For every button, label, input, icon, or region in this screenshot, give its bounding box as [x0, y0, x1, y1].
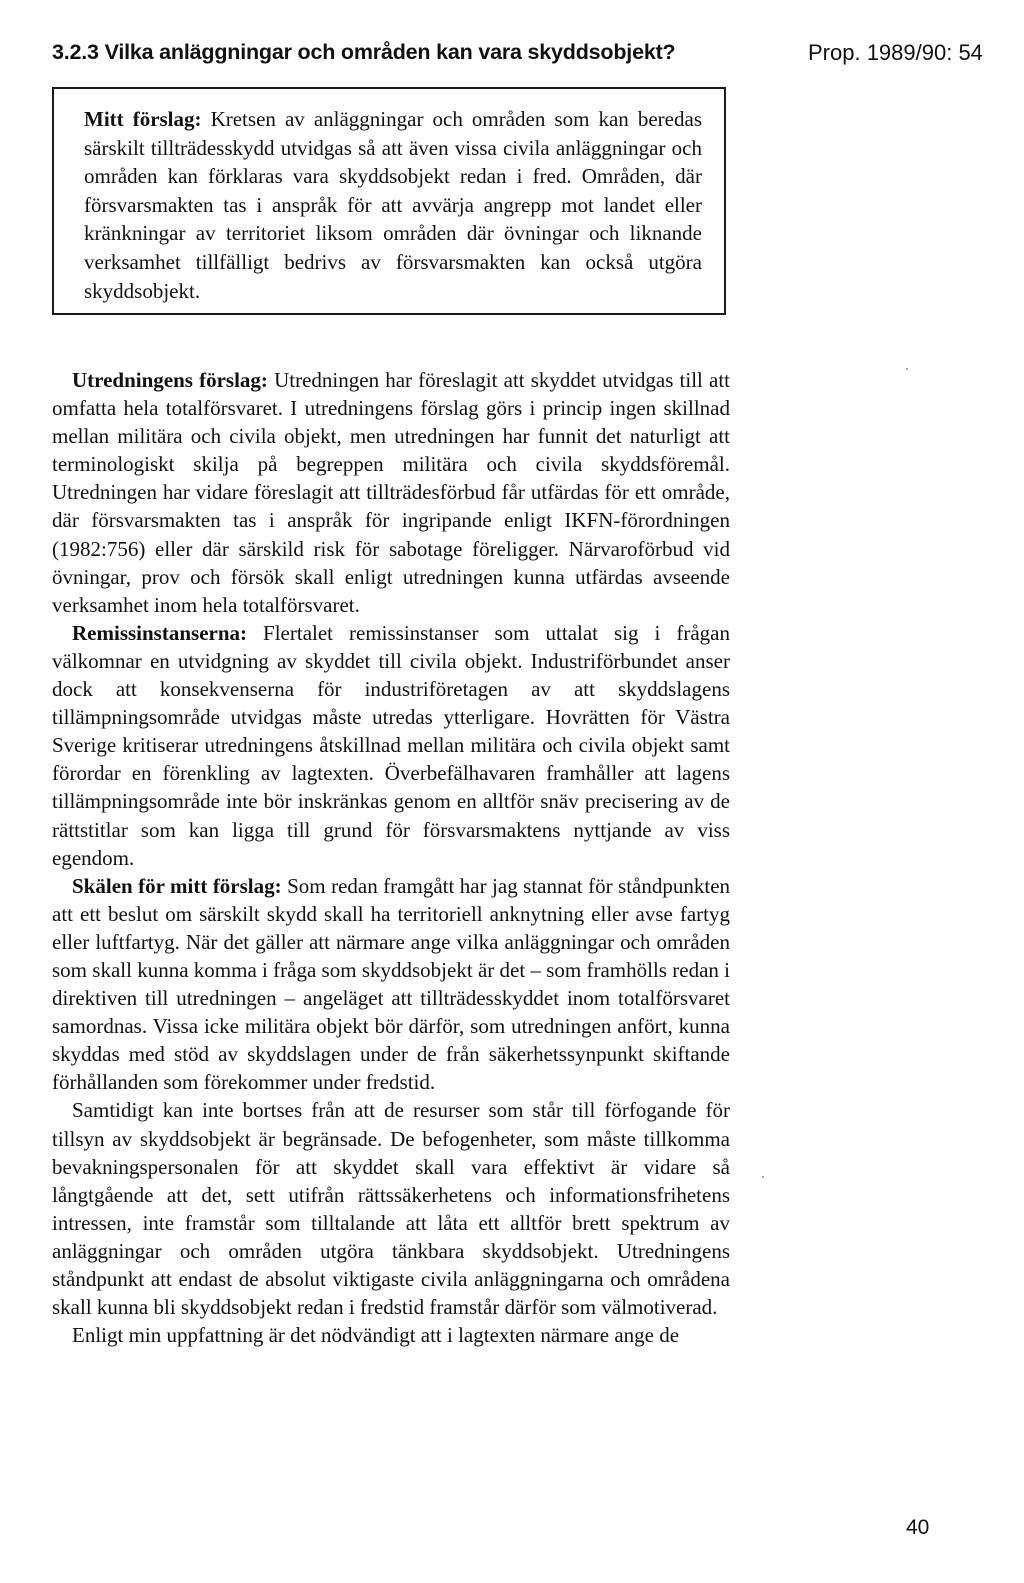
paragraph-opinion: Enligt min uppfattning är det nödvändigt att i lagtexten närmare ange de — [72, 1323, 680, 1348]
document-reference: Prop. 1989/90: 54 — [808, 40, 983, 65]
main-body — [52, 366, 730, 1349]
proposal-box — [52, 87, 726, 315]
page-number: 40 — [906, 1516, 930, 1539]
proposal-label: Mitt förslag: — [84, 107, 202, 131]
scan-speck — [906, 368, 908, 370]
paragraph-inquiry-proposal — [52, 366, 730, 619]
section-heading: 3.2.3 Vilka anläggningar och områden kan vara skyddsobjekt? — [52, 40, 676, 64]
paragraph-resources: Samtidigt kan inte bortses från att de resurser som står till förfogande för tillsyn av skyddsobjekt är begränsade. De befogenheter, som måste tillkomma bevakningspersonalen för att skyddet skall vara effektivt är vidare så långtgående att det, sett utifrån rättssäkerhetens och informationsfrihetens intressen, inte framstår som tilltalande att låta ett alltför brett spektrum av anläggningar och områden utgöra tänkbara skyddsobjekt. Utredningens ståndpunkt att endast de absolut viktigaste civila anläggningarna och områdena skall kunna bli skyddsobjekt redan i fredstid framstår därför som välmotiverad. — [52, 1098, 730, 1320]
inquiry-proposal-label: Utredningens förslag: — [72, 368, 268, 392]
proposal-body: Kretsen av anläggningar och områden som kan beredas särskilt tillträdesskydd utvidgas så att även vissa civila anläggningar och områden kan förklaras vara skyddsobjekt redan i fred. Områden, där försvarsmakten tas i anspråk för att avvärja angrepp mot landet eller kränkningar av territoriet liksom områden där övningar och liknande verksamhet tillfälligt bedrivs av försvarsmakten kan också utgöra skyddsobjekt. — [84, 107, 702, 303]
reasons-text: Som redan framgått har jag stannat för ståndpunkten att ett beslut om särskilt skydd skall ha territoriell anknytning eller avse fartyg eller luftfartyg. När det gäller att närmare ange vilka anläggningar och områden som skall kunna komma i fråga som skyddsobjekt är det – som framhölls redan i direktiven till utredningen – angeläget att tillträdesskyddet inom totalförsvaret samordnas. Vissa icke militära objekt bör därför, som utredningen anfört, kunna skyddas med stöd av skyddslagen under de från säkerhetssynpunkt skiftande förhållanden som förekommer under fredstid. — [52, 873, 731, 1095]
scan-speck — [762, 1176, 764, 1178]
paragraph-consultation-bodies — [52, 619, 730, 872]
proposal-text — [84, 105, 702, 305]
reasons-label: Skälen för mitt förslag: — [72, 873, 282, 898]
consultation-bodies-label: Remissinstanserna: — [72, 620, 248, 645]
consultation-bodies-text: Flertalet remissinstanser som uttalat sig i frågan välkomnar en utvidgning av skyddet till civila objekt. Industriförbundet anser dock att konsekvenserna för industriföretagen av att skyddslagens tillämpningsområde utvidgas måste utredas ytterligare. Hovrätten för Västra Sverige kritiserar utredningens åtskillnad mellan militära och civila objekt samt förordar en förenkling av lagtexten. Överbefälhavaren framhåller att lagens tillämpningsområde inte bör inskränkas genom en alltför snäv precisering av de rättstitlar som kan ligga till grund för försvarsmaktens nyttjande av viss egendom. — [52, 620, 731, 870]
inquiry-proposal-text: Utredningen har föreslagit att skyddet utvidgas till att omfatta hela totalförsvaret. I utredningens förslag görs i princip ingen skillnad mellan militära och civila objekt, men utredningen har funnit det naturligt att terminologiskt skilja på begreppen militära och civila skyddsföremål. Utredningen har vidare föreslagit att tillträdesförbud får utfärdas för ett område, där försvarsmakten tas i anspråk för ingripande enligt IKFN-förordningen (1982:756) eller där särskild risk för sabotage föreligger. Närvaroförbud vid övningar, prov och försök skall enligt utredningen kunna utfärdas avseende verksamhet inom hela totalförsvaret. — [52, 368, 731, 617]
paragraph-reasons — [52, 872, 730, 1097]
